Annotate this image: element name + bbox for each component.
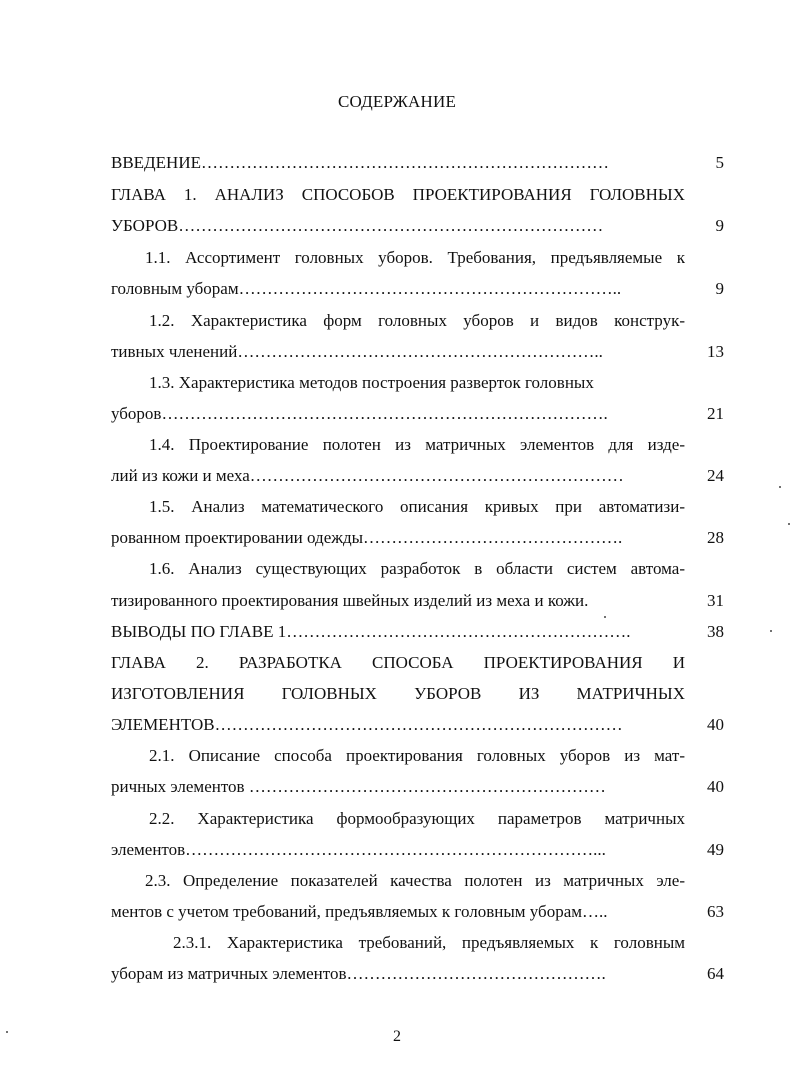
scan-speck xyxy=(770,630,772,632)
toc-entry-conclusions-1: ВЫВОДЫ ПО ГЛАВЕ 1……………………………………………………. xyxy=(111,622,631,641)
toc-entry-1-5-line-1: 1.5. Анализ математического описания кривых при автоматизи- xyxy=(149,497,685,516)
toc-page-number: 64 xyxy=(707,964,724,983)
scan-speck xyxy=(788,523,790,525)
toc-entry-chapter-2-line-1: ГЛАВА 2. РАЗРАБОТКА СПОСОБА ПРОЕКТИРОВАНИЯ И xyxy=(111,653,685,672)
toc-entry-chapter-2-line-2: ИЗГОТОВЛЕНИЯ ГОЛОВНЫХ УБОРОВ ИЗ МАТРИЧНЫХ xyxy=(111,684,685,703)
toc-entry-2-3-line-1: 2.3. Определение показателей качества полотен из матричных эле- xyxy=(145,871,685,890)
toc-page-number: 9 xyxy=(715,216,724,235)
scan-speck xyxy=(779,486,781,488)
toc-page-number: 21 xyxy=(707,404,724,423)
toc-page-number: 13 xyxy=(707,342,724,361)
toc-entry-1-5-line-2: рованном проектировании одежды………………………………………. xyxy=(111,528,623,547)
toc-page-number: 63 xyxy=(707,902,724,921)
toc-entry-1-6-line-1: 1.6. Анализ существующих разработок в области систем автома- xyxy=(149,559,685,578)
scan-speck xyxy=(6,1031,8,1033)
toc-page-number: 40 xyxy=(707,777,724,796)
toc-page-number: 5 xyxy=(715,153,724,172)
toc-page-number: 40 xyxy=(707,715,724,734)
toc-entry-1-1-line-2: головным уборам………………………………………………………….. xyxy=(111,279,622,298)
toc-page-number: 49 xyxy=(707,840,724,859)
toc-entry-1-3-line-1: 1.3. Характеристика методов построения разверток головных xyxy=(149,373,594,392)
toc-entry-2-3-1-line-1: 2.3.1. Характеристика требований, предъявляемых к головным xyxy=(173,933,685,952)
toc-page-number: 28 xyxy=(707,528,724,547)
toc-entry-1-2-line-1: 1.2. Характеристика форм головных уборов и видов конструк- xyxy=(149,311,685,330)
toc-page-number: 24 xyxy=(707,466,724,485)
toc-page-number: 38 xyxy=(707,622,724,641)
toc-entry-2-3-1-line-2: уборам из матричных элементов………………………………………. xyxy=(111,964,606,983)
toc-entry-chapter-2-line-3: ЭЛЕМЕНТОВ……………………………………………………………… xyxy=(111,715,623,734)
toc-entry-chapter-1-line-2: УБОРОВ………………………………………………………………… xyxy=(111,216,604,235)
toc-entry-1-2-line-2: тивных членений……………………………………………………….. xyxy=(111,342,603,361)
toc-page-number: 9 xyxy=(715,279,724,298)
toc-entry-1-6-line-2: тизированного проектирования швейных изделий из меха и кожи. xyxy=(111,591,589,610)
page-number-footer: 2 xyxy=(393,1028,401,1045)
toc-entry-1-4-line-2: лий из кожи и меха………………………………………………………… xyxy=(111,466,624,485)
toc-entry-1-4-line-1: 1.4. Проектирование полотен из матричных элементов для изде- xyxy=(149,435,685,454)
toc-entry-1-3-line-2: уборов……………………………………………………………………. xyxy=(111,404,608,423)
toc-entry-2-1-line-2: ричных элементов ……………………………………………………… xyxy=(111,777,606,796)
toc-page-number: 31 xyxy=(707,591,724,610)
toc-entry-2-3-line-2: ментов с учетом требований, предъявляемых к головным уборам….. xyxy=(111,902,608,921)
toc-entry-2-2-line-1: 2.2. Характеристика формообразующих параметров матричных xyxy=(149,809,685,828)
toc-entry-2-1-line-1: 2.1. Описание способа проектирования головных уборов из мат- xyxy=(149,746,685,765)
scan-speck xyxy=(604,616,606,618)
toc-entry-chapter-1-line-1: ГЛАВА 1. АНАЛИЗ СПОСОБОВ ПРОЕКТИРОВАНИЯ ГОЛОВНЫХ xyxy=(111,185,685,204)
toc-entry-introduction: ВВЕДЕНИЕ……………………………………………………………… xyxy=(111,153,609,172)
toc-entry-1-1-line-1: 1.1. Ассортимент головных уборов. Требования, предъявляемые к xyxy=(145,248,685,267)
toc-entry-2-2-line-2: элементов………………………………………………………………... xyxy=(111,840,606,859)
page-title: СОДЕРЖАНИЕ xyxy=(337,92,457,111)
